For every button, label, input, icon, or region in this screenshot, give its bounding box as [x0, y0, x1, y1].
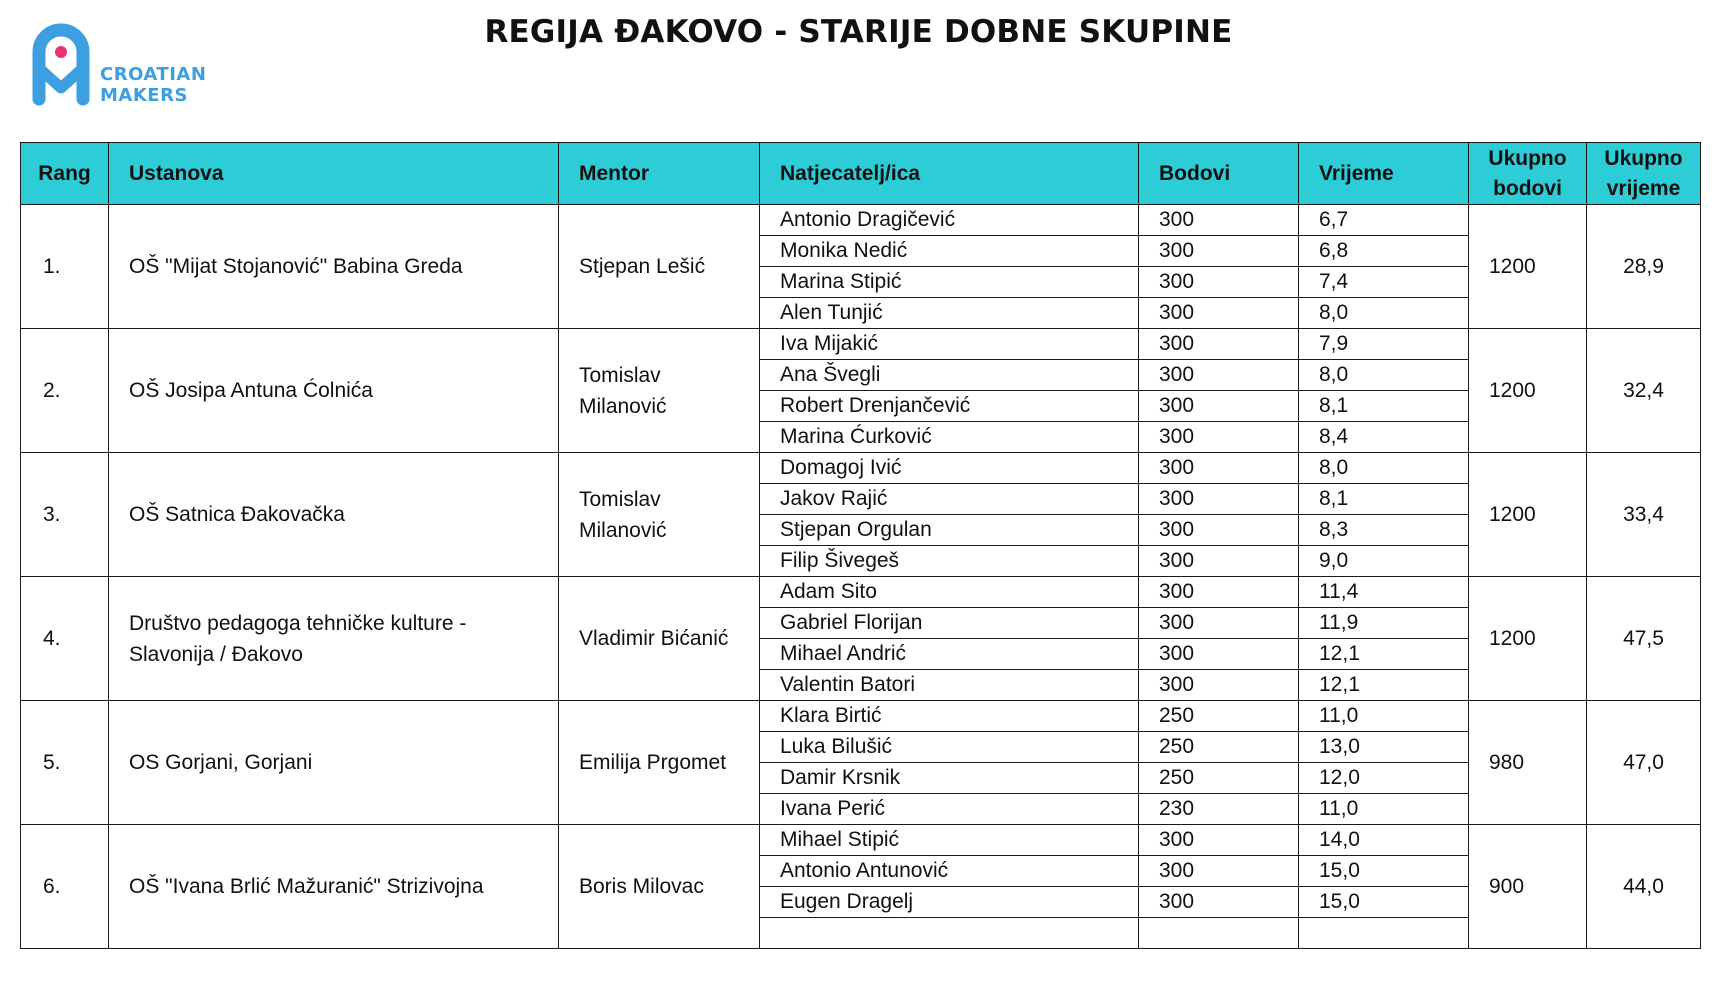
- time-cell: 7,9: [1299, 329, 1469, 360]
- rank-cell: 2.: [21, 329, 109, 453]
- competitor-cell: Iva Mijakić: [760, 329, 1139, 360]
- points-cell: 300: [1139, 329, 1299, 360]
- time-cell: 15,0: [1299, 856, 1469, 887]
- time-cell: 13,0: [1299, 732, 1469, 763]
- competitor-cell: Marina Ćurković: [760, 422, 1139, 453]
- competitor-cell: Antonio Antunović: [760, 856, 1139, 887]
- mentor-cell: Stjepan Lešić: [559, 205, 760, 329]
- competitor-cell: Alen Tunjić: [760, 298, 1139, 329]
- total-time-cell: 44,0: [1587, 825, 1701, 949]
- time-cell: 8,3: [1299, 515, 1469, 546]
- page-title: REGIJA ĐAKOVO - STARIJE DOBNE SKUPINE: [484, 14, 1233, 50]
- competitor-cell: Mihael Andrić: [760, 639, 1139, 670]
- competitor-cell: Eugen Dragelj: [760, 887, 1139, 918]
- header-ukupno-bodovi: Ukupno bodovi: [1469, 143, 1587, 205]
- time-cell: 6,8: [1299, 236, 1469, 267]
- total-time-cell: 32,4: [1587, 329, 1701, 453]
- time-cell: 11,4: [1299, 577, 1469, 608]
- time-cell: 7,4: [1299, 267, 1469, 298]
- points-cell: 300: [1139, 267, 1299, 298]
- total-points-cell: 980: [1469, 701, 1587, 825]
- competitor-cell: Ana Švegli: [760, 360, 1139, 391]
- header-ustanova: Ustanova: [109, 143, 559, 205]
- competitor-cell: Jakov Rajić: [760, 484, 1139, 515]
- time-cell: 12,0: [1299, 763, 1469, 794]
- points-cell: 300: [1139, 825, 1299, 856]
- header-rang: Rang: [21, 143, 109, 205]
- total-points-cell: 1200: [1469, 577, 1587, 701]
- time-cell: 8,1: [1299, 391, 1469, 422]
- competitor-cell: Monika Nedić: [760, 236, 1139, 267]
- points-cell: 300: [1139, 546, 1299, 577]
- logo-wordmark: [100, 64, 206, 106]
- points-cell: 300: [1139, 670, 1299, 701]
- header-natjecatelj: Natjecatelj/ica: [760, 143, 1139, 205]
- competitor-cell: Ivana Perić: [760, 794, 1139, 825]
- points-cell: 300: [1139, 639, 1299, 670]
- points-cell: 230: [1139, 794, 1299, 825]
- rank-cell: 1.: [21, 205, 109, 329]
- table-row: [21, 577, 1701, 608]
- table-row: [21, 329, 1701, 360]
- competitor-cell: Adam Sito: [760, 577, 1139, 608]
- institution-cell: OŠ Satnica Đakovačka: [109, 453, 559, 577]
- table-row: [21, 825, 1701, 856]
- competitor-cell: Damir Krsnik: [760, 763, 1139, 794]
- total-points-cell: 1200: [1469, 329, 1587, 453]
- time-cell: 8,0: [1299, 298, 1469, 329]
- logo-line-1: CROATIAN: [100, 64, 207, 85]
- total-points-cell: 1200: [1469, 453, 1587, 577]
- points-cell: 300: [1139, 236, 1299, 267]
- points-cell: 250: [1139, 763, 1299, 794]
- time-cell: 8,0: [1299, 453, 1469, 484]
- mentor-cell: Vladimir Bićanić: [559, 577, 760, 701]
- points-cell: 300: [1139, 608, 1299, 639]
- points-cell: 300: [1139, 453, 1299, 484]
- time-cell: 8,4: [1299, 422, 1469, 453]
- points-cell: 250: [1139, 732, 1299, 763]
- header-vrijeme: Vrijeme: [1299, 143, 1469, 205]
- points-cell: 300: [1139, 484, 1299, 515]
- time-cell: 11,9: [1299, 608, 1469, 639]
- total-time-cell: 33,4: [1587, 453, 1701, 577]
- points-cell: 300: [1139, 856, 1299, 887]
- competitor-cell: Antonio Dragičević: [760, 205, 1139, 236]
- total-points-cell: 900: [1469, 825, 1587, 949]
- competitor-cell: Mihael Stipić: [760, 825, 1139, 856]
- points-cell: 300: [1139, 577, 1299, 608]
- time-cell: 12,1: [1299, 670, 1469, 701]
- points-cell: 300: [1139, 887, 1299, 918]
- mentor-cell: Tomislav Milanović: [559, 329, 760, 453]
- competitor-cell: Stjepan Orgulan: [760, 515, 1139, 546]
- points-cell: 300: [1139, 298, 1299, 329]
- time-cell: 15,0: [1299, 887, 1469, 918]
- competitor-cell: Robert Drenjančević: [760, 391, 1139, 422]
- table-row: [21, 701, 1701, 732]
- header-mentor: Mentor: [559, 143, 760, 205]
- rank-cell: 5.: [21, 701, 109, 825]
- header-bodovi: Bodovi: [1139, 143, 1299, 205]
- competitor-cell: Domagoj Ivić: [760, 453, 1139, 484]
- competitor-cell: Marina Stipić: [760, 267, 1139, 298]
- points-cell: [1139, 918, 1299, 949]
- points-cell: 300: [1139, 205, 1299, 236]
- competitor-cell: Filip Šivegeš: [760, 546, 1139, 577]
- time-cell: 14,0: [1299, 825, 1469, 856]
- table-body: [21, 205, 1701, 949]
- table-header-row: [21, 143, 1701, 205]
- points-cell: 300: [1139, 515, 1299, 546]
- rank-cell: 4.: [21, 577, 109, 701]
- institution-cell: OŠ Josipa Antuna Ćolnića: [109, 329, 559, 453]
- time-cell: 8,1: [1299, 484, 1469, 515]
- time-cell: 12,1: [1299, 639, 1469, 670]
- points-cell: 300: [1139, 360, 1299, 391]
- institution-cell: Društvo pedagoga tehničke kulture - Slavonija / Đakovo: [109, 577, 559, 701]
- results-table: [20, 142, 1701, 949]
- time-cell: 6,7: [1299, 205, 1469, 236]
- total-time-cell: 47,0: [1587, 701, 1701, 825]
- rank-cell: 6.: [21, 825, 109, 949]
- mentor-cell: Tomislav Milanović: [559, 453, 760, 577]
- time-cell: 9,0: [1299, 546, 1469, 577]
- total-time-cell: 47,5: [1587, 577, 1701, 701]
- mentor-cell: Boris Milovac: [559, 825, 760, 949]
- rank-cell: 3.: [21, 453, 109, 577]
- logo-line-2: MAKERS: [100, 85, 188, 106]
- competitor-cell: Klara Birtić: [760, 701, 1139, 732]
- competitor-cell: Luka Bilušić: [760, 732, 1139, 763]
- institution-cell: OS Gorjani, Gorjani: [109, 701, 559, 825]
- mentor-cell: Emilija Prgomet: [559, 701, 760, 825]
- competitor-cell: Gabriel Florijan: [760, 608, 1139, 639]
- time-cell: 11,0: [1299, 794, 1469, 825]
- total-points-cell: 1200: [1469, 205, 1587, 329]
- points-cell: 250: [1139, 701, 1299, 732]
- time-cell: [1299, 918, 1469, 949]
- time-cell: 11,0: [1299, 701, 1469, 732]
- header-ukupno-vrijeme: Ukupno vrijeme: [1587, 143, 1701, 205]
- points-cell: 300: [1139, 391, 1299, 422]
- points-cell: 300: [1139, 422, 1299, 453]
- competitor-cell: Valentin Batori: [760, 670, 1139, 701]
- total-time-cell: 28,9: [1587, 205, 1701, 329]
- institution-cell: OŠ "Mijat Stojanović" Babina Greda: [109, 205, 559, 329]
- time-cell: 8,0: [1299, 360, 1469, 391]
- competitor-cell: [760, 918, 1139, 949]
- institution-cell: OŠ "Ivana Brlić Mažuranić" Strizivojna: [109, 825, 559, 949]
- table-row: [21, 453, 1701, 484]
- table-row: [21, 205, 1701, 236]
